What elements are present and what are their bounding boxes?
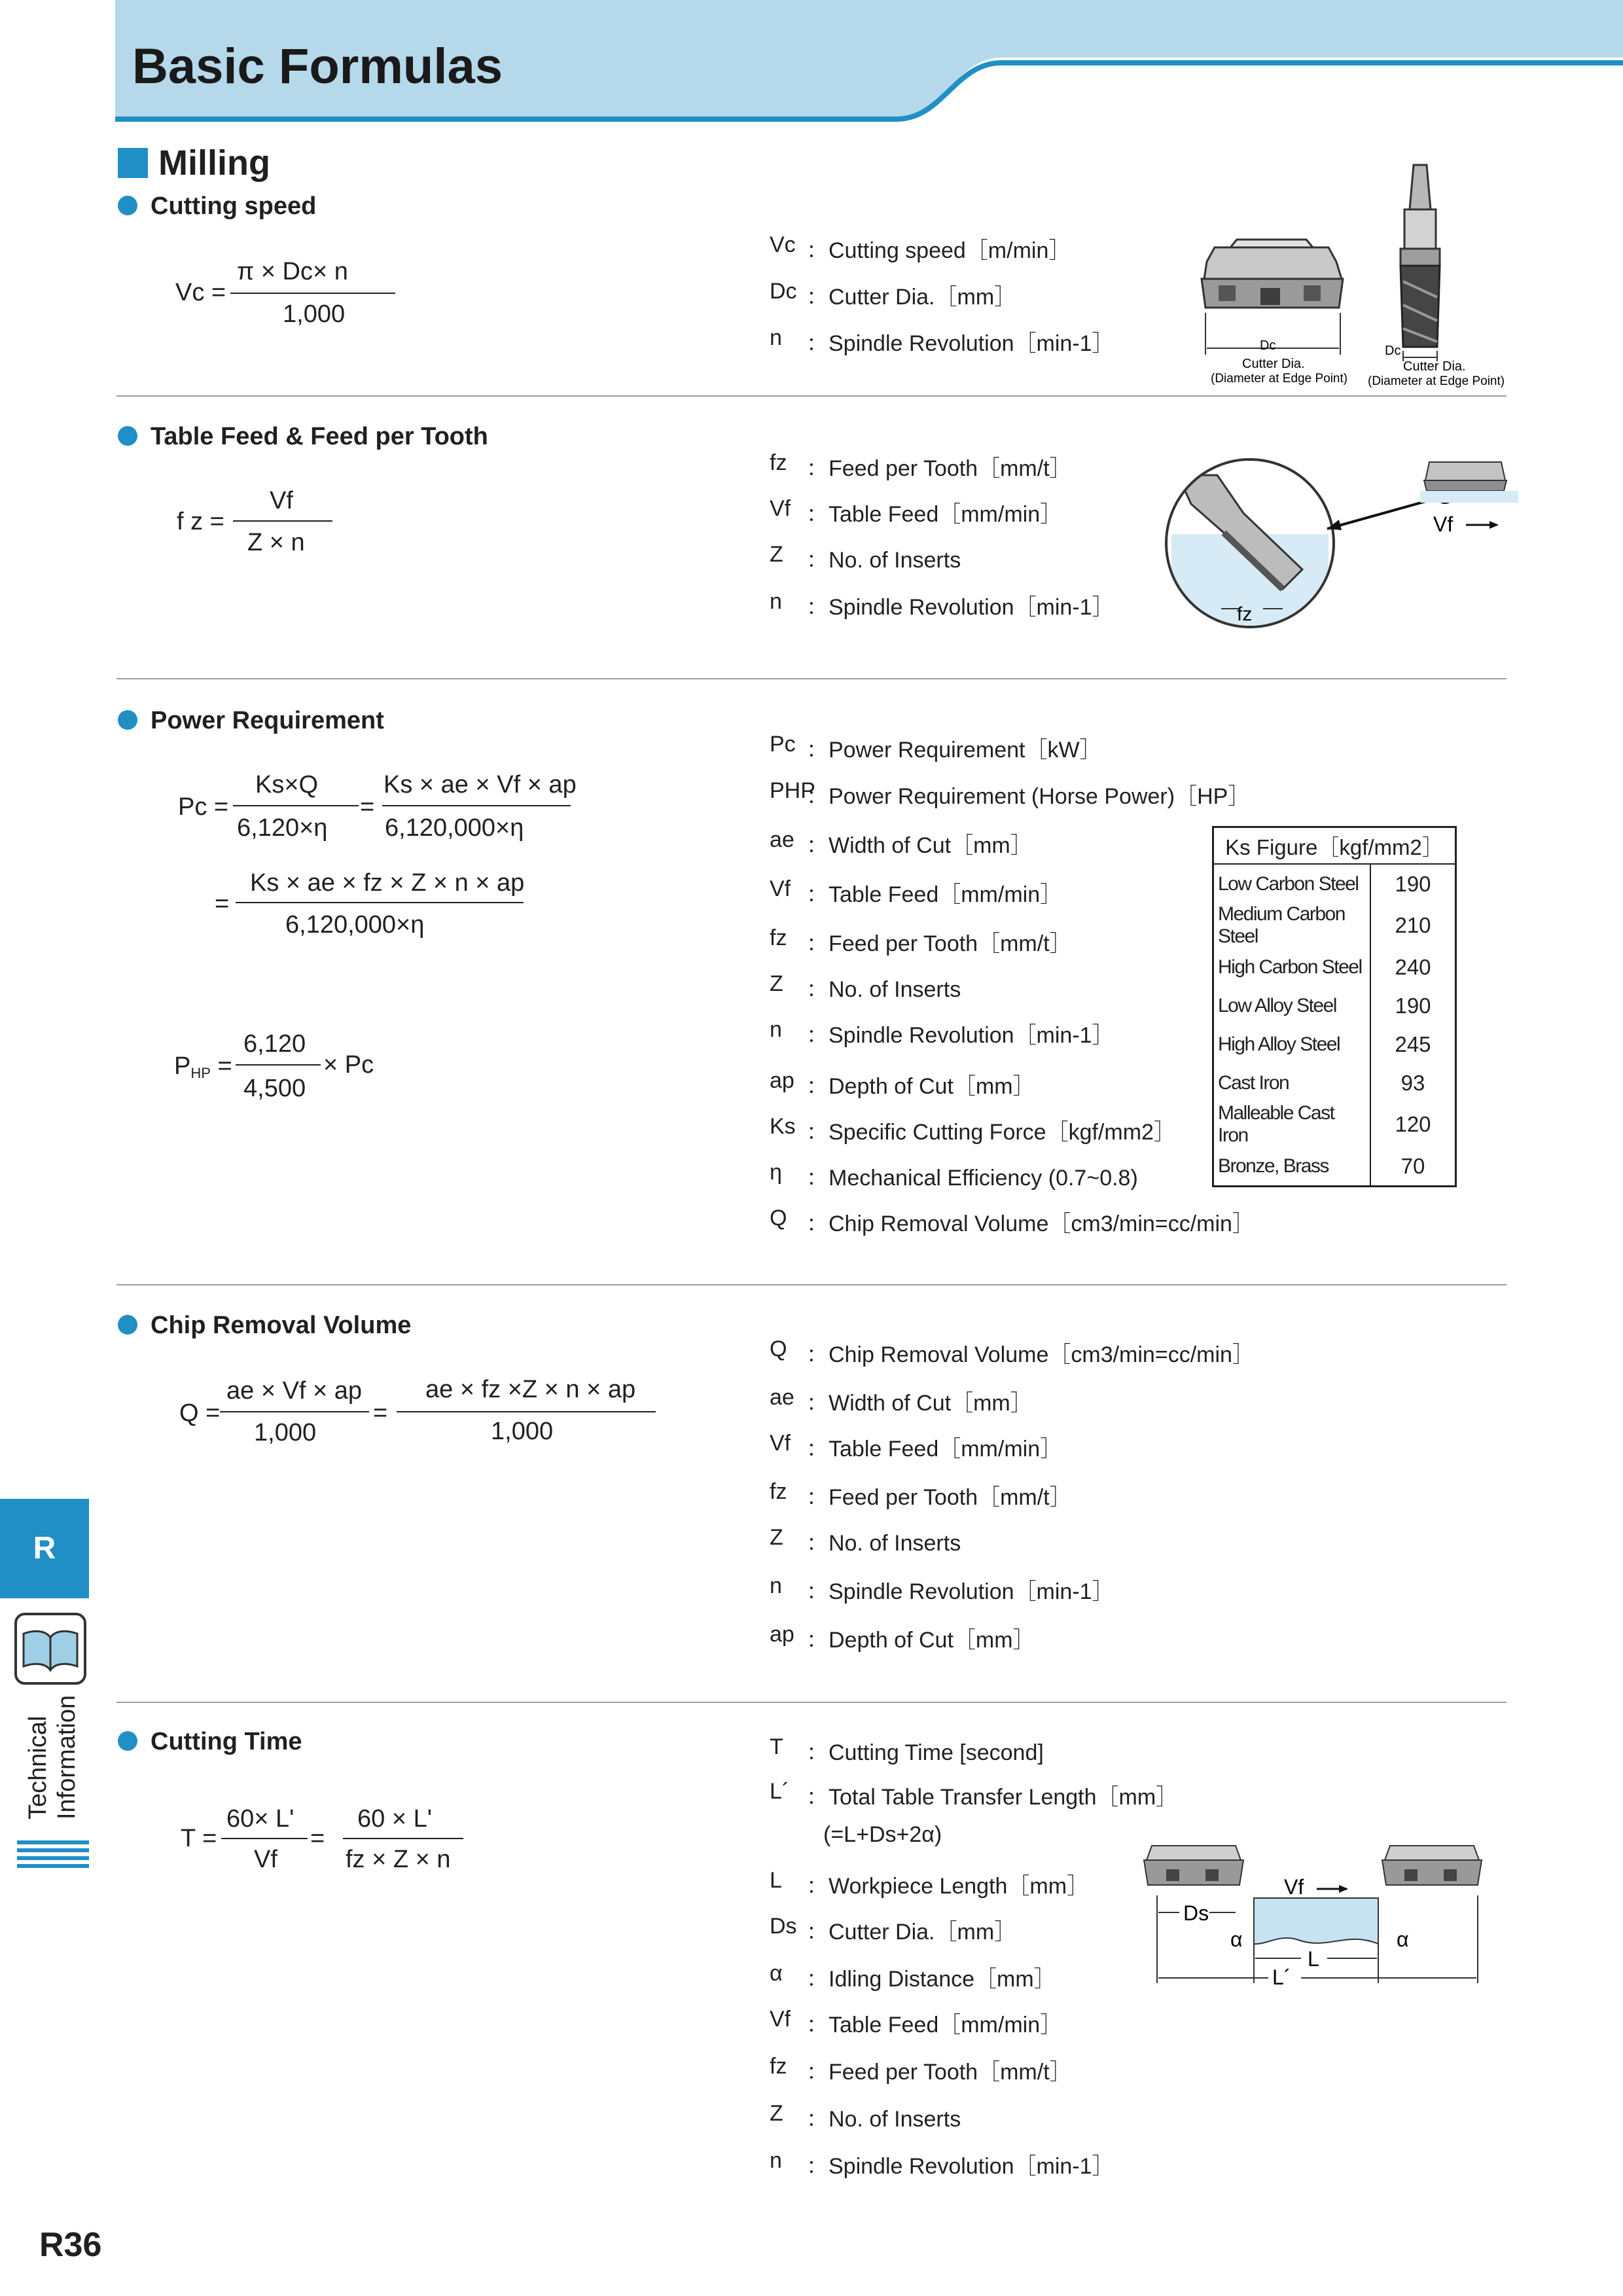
l-label: L: [1308, 1947, 1319, 1971]
def-symbol: n: [770, 325, 782, 350]
formula-equals: =: [215, 890, 230, 918]
formula-lhs: Vc =: [175, 279, 226, 306]
value-cell: 120: [1370, 1102, 1456, 1147]
def-text: ：Total Table Transfer Length［mm］: [806, 1785, 1179, 1810]
value-cell: 190: [1370, 986, 1456, 1025]
def-text: ：Cutting speed［m/min］: [806, 238, 1071, 263]
def-text: ：Cutter Dia.［mm］: [806, 285, 1017, 310]
def-text: ：Chip Removal Volume［cm3/min=cc/min］: [806, 1342, 1255, 1367]
def-symbol: n: [770, 2148, 782, 2173]
bullet-icon: [118, 196, 137, 215]
page-number: R36: [39, 2226, 102, 2264]
def-text: ：Spindle Revolution［min-1］: [806, 1023, 1115, 1048]
def-symbol: Z: [770, 1525, 783, 1550]
formula-denominator: fz × Z × n: [346, 1846, 451, 1873]
cutting-speed-heading: Cutting speed: [118, 192, 316, 221]
side-stripes: [17, 1840, 89, 1869]
formula-denominator: 6,120,000×η: [285, 911, 425, 939]
def-text: ：Depth of Cut［mm］: [806, 1074, 1035, 1099]
def-text: ：Feed per Tooth［mm/t］: [806, 456, 1072, 481]
caption: (Diameter at Edge Point): [1211, 372, 1348, 386]
page-title: Basic Formulas: [132, 39, 503, 94]
def-text: ：Workpiece Length［mm］: [806, 1874, 1090, 1899]
def-text: ：No. of Inserts: [806, 977, 961, 1002]
formula-numerator: Ks × ae × fz × Z × n × ap: [250, 869, 525, 897]
def-text: ：No. of Inserts: [806, 548, 961, 573]
value-cell: 190: [1370, 864, 1456, 903]
formula-lhs: Q =: [179, 1399, 221, 1427]
def-symbol: L: [770, 1868, 782, 1893]
caption: Cutter Dia.: [1242, 357, 1305, 371]
bullet-icon: [118, 1731, 137, 1751]
def-symbol: Ds: [770, 1914, 797, 1939]
table-row: [1213, 903, 1456, 948]
bullet-icon: [118, 710, 137, 730]
formula-lhs: $P_{HP}$ =: [174, 1052, 232, 1081]
divider: [116, 678, 1507, 679]
material-cell: Cast Iron: [1213, 1064, 1371, 1102]
material-cell: Low Carbon Steel: [1213, 864, 1371, 903]
def-symbol: Vf: [770, 2007, 791, 2032]
def-symbol: Dc: [770, 279, 797, 304]
def-symbol: Q: [770, 1336, 787, 1361]
formula-numerator: Ks × ae × Vf × ap: [383, 771, 577, 798]
def-symbol: α: [770, 1961, 783, 1986]
def-text: ：Table Feed［mm/min］: [806, 1437, 1063, 1462]
table-row: [1213, 948, 1456, 986]
value-cell: 210: [1370, 903, 1456, 948]
def-text: ：Power Requirement (Horse Power)［HP］: [806, 784, 1251, 809]
bullet-icon: [118, 1315, 137, 1335]
def-text: ：Power Requirement［kW］: [806, 738, 1102, 762]
formula-lhs: f z =: [177, 508, 224, 535]
material-cell: Medium Carbon Steel: [1213, 903, 1371, 948]
face-mill-right-icon: [1382, 1846, 1482, 1885]
power-requirement-heading: Power Requirement: [118, 707, 384, 735]
def-symbol: η: [770, 1160, 782, 1185]
formula-denominator: Vf: [254, 1846, 277, 1873]
side-tab-r[interactable]: R: [0, 1499, 89, 1598]
face-mill-left-icon: [1144, 1846, 1243, 1885]
def-text: ：Specific Cutting Force［kgf/mm2］: [806, 1120, 1176, 1145]
formula-numerator: π × Dc× n: [237, 258, 348, 285]
formula-denominator: 1,000: [491, 1418, 554, 1445]
material-cell: High Alloy Steel: [1213, 1025, 1371, 1064]
vf-label: Vf: [1433, 512, 1454, 536]
ds-label: Ds: [1183, 1901, 1209, 1925]
l-prime-label: L´: [1272, 1965, 1291, 1989]
fraction-bar: [397, 1411, 656, 1412]
def-text: ：Cutting Time [second]: [806, 1740, 1044, 1765]
cutting-time-heading: Cutting Time: [118, 1728, 302, 1756]
fraction-bar: [343, 1838, 463, 1839]
formula-numerator: ae × Vf × ap: [226, 1377, 363, 1405]
formula-denominator: 1,000: [283, 300, 346, 328]
formula-lhs: Pc =: [178, 793, 229, 821]
fraction-bar: [382, 805, 571, 806]
section-title: Milling: [158, 143, 270, 183]
fraction-bar: [233, 520, 332, 522]
ks-table-header: Ks Figure［kgf/mm2］: [1213, 827, 1456, 865]
table-row: [1213, 1102, 1456, 1147]
def-text: ：Idling Distance［mm］: [806, 1967, 1056, 1992]
feed-per-tooth-diagram: [1158, 452, 1518, 648]
ks-figure-table: [1212, 826, 1457, 1187]
formula-equals: =: [373, 1399, 388, 1427]
cutting-time-diagram: [1137, 1833, 1504, 1996]
def-text: ：Feed per Tooth［mm/t］: [806, 2060, 1072, 2085]
def-text: ：Mechanical Efficiency (0.7~0.8): [806, 1166, 1138, 1191]
dc-label: Dc: [1260, 338, 1276, 353]
workpiece: [1254, 1898, 1378, 1944]
fraction-bar: [230, 293, 395, 294]
value-cell: 245: [1370, 1025, 1456, 1064]
def-text: ：Table Feed［mm/min］: [806, 2013, 1063, 2037]
table-row: [1213, 864, 1456, 903]
fraction-bar: [233, 805, 359, 806]
formula-numerator: Ks×Q: [255, 771, 319, 798]
def-text: ：Spindle Revolution［min-1］: [806, 331, 1115, 356]
value-cell: 240: [1370, 948, 1456, 986]
dc-label: Dc: [1385, 344, 1401, 358]
formula-equals: =: [360, 793, 375, 821]
chip-removal-heading: Chip Removal Volume: [118, 1312, 411, 1340]
end-mill-icon: [1400, 165, 1440, 361]
def-text: ：Width of Cut［mm］: [806, 1391, 1033, 1416]
def-symbol: ap: [770, 1622, 794, 1647]
def-text: ：Depth of Cut［mm］: [806, 1628, 1035, 1653]
formula-equals: =: [310, 1825, 325, 1852]
formula-numerator: 60× L': [226, 1805, 294, 1833]
formula-lhs: T =: [181, 1825, 217, 1852]
def-text: ：Table Feed［mm/min］: [806, 882, 1063, 907]
caption: (Diameter at Edge Point): [1368, 374, 1505, 388]
def-symbol: PHP: [770, 778, 815, 803]
def-symbol: fz: [770, 2054, 787, 2079]
def-symbol: n: [770, 1017, 782, 1042]
fraction-bar: [236, 1064, 321, 1066]
value-cell: 70: [1370, 1147, 1456, 1187]
cutter-diagram: [1152, 157, 1518, 393]
formula-denominator: 6,120×η: [237, 814, 328, 842]
def-symbol: ap: [770, 1068, 794, 1093]
alpha-label: α: [1397, 1928, 1409, 1951]
def-text: ：Table Feed［mm/min］: [806, 502, 1063, 527]
table-row: [1213, 1025, 1456, 1064]
book-icon: [12, 1610, 89, 1687]
table-feed-heading: Table Feed & Feed per Tooth: [118, 423, 488, 451]
def-text: ：Spindle Revolution［min-1］: [806, 1579, 1115, 1604]
def-text: ：Cutter Dia.［mm］: [806, 1920, 1017, 1945]
material-cell: High Carbon Steel: [1213, 948, 1371, 986]
def-text: ：No. of Inserts: [806, 1531, 961, 1556]
def-symbol: n: [770, 589, 782, 614]
def-symbol: Z: [770, 971, 783, 996]
fraction-bar: [220, 1411, 369, 1412]
vf-label: Vf: [1284, 1875, 1304, 1899]
formula-denominator: Z × n: [247, 529, 305, 556]
def-symbol: Vf: [770, 876, 791, 901]
def-symbol: n: [770, 1573, 782, 1598]
bullet-icon: [118, 426, 137, 446]
caption: Cutter Dia.: [1403, 359, 1466, 374]
def-text: ：No. of Inserts: [806, 2107, 961, 2132]
def-text: ：Feed per Tooth［mm/t］: [806, 1485, 1072, 1510]
alpha-label: α: [1230, 1928, 1243, 1951]
side-label: Technical Information: [24, 1695, 80, 1820]
def-text: ：Width of Cut［mm］: [806, 833, 1033, 858]
def-text: ：Feed per Tooth［mm/t］: [806, 931, 1072, 956]
def-symbol: L´: [770, 1779, 790, 1804]
def-symbol: Q: [770, 1206, 787, 1230]
material-cell: Bronze, Brass: [1213, 1147, 1371, 1187]
formula-denominator: 6,120,000×η: [385, 814, 524, 842]
table-row: [1213, 1064, 1456, 1102]
def-text: (=L+Ds+2α): [823, 1822, 942, 1847]
table-row: [1213, 986, 1456, 1025]
formula-numerator: ae × fz ×Z × n × ap: [425, 1376, 636, 1403]
def-text: ：Spindle Revolution［min-1］: [806, 2154, 1115, 2179]
fraction-bar: [236, 902, 524, 903]
def-symbol: fz: [770, 450, 787, 475]
formula-tail: × Pc: [323, 1051, 374, 1079]
def-text: ：Chip Removal Volume［cm3/min=cc/min］: [806, 1211, 1255, 1236]
def-symbol: Z: [770, 2101, 783, 2126]
def-symbol: ae: [770, 1385, 794, 1410]
def-symbol: Pc: [770, 732, 796, 757]
def-symbol: Vf: [770, 496, 791, 521]
formula-denominator: 1,000: [254, 1419, 317, 1446]
def-symbol: Z: [770, 542, 783, 567]
def-symbol: Vf: [770, 1431, 791, 1456]
section-square-icon: [118, 148, 148, 178]
def-symbol: Vc: [770, 232, 796, 257]
fraction-bar: [221, 1838, 308, 1839]
def-symbol: T: [770, 1734, 783, 1759]
divider: [116, 1702, 1507, 1703]
def-text: ：Spindle Revolution［min-1］: [806, 595, 1115, 620]
def-symbol: fz: [770, 1479, 787, 1504]
face-mill-icon: [1202, 240, 1343, 355]
def-symbol: Ks: [770, 1114, 796, 1139]
table-row: [1213, 1147, 1456, 1187]
value-cell: 93: [1370, 1064, 1456, 1102]
divider: [116, 1284, 1507, 1285]
formula-denominator: 4,500: [243, 1075, 306, 1102]
face-mill-small-icon: [1420, 462, 1518, 503]
formula-numerator: Vf: [270, 487, 293, 514]
formula-numerator: 6,120: [243, 1030, 306, 1058]
divider: [116, 395, 1507, 397]
material-cell: Low Alloy Steel: [1213, 986, 1371, 1025]
formula-numerator: 60 × L': [357, 1805, 432, 1833]
def-symbol: ae: [770, 827, 794, 852]
fz-label: fz: [1237, 603, 1253, 625]
material-cell: Malleable Cast Iron: [1213, 1102, 1371, 1147]
def-symbol: fz: [770, 925, 787, 950]
